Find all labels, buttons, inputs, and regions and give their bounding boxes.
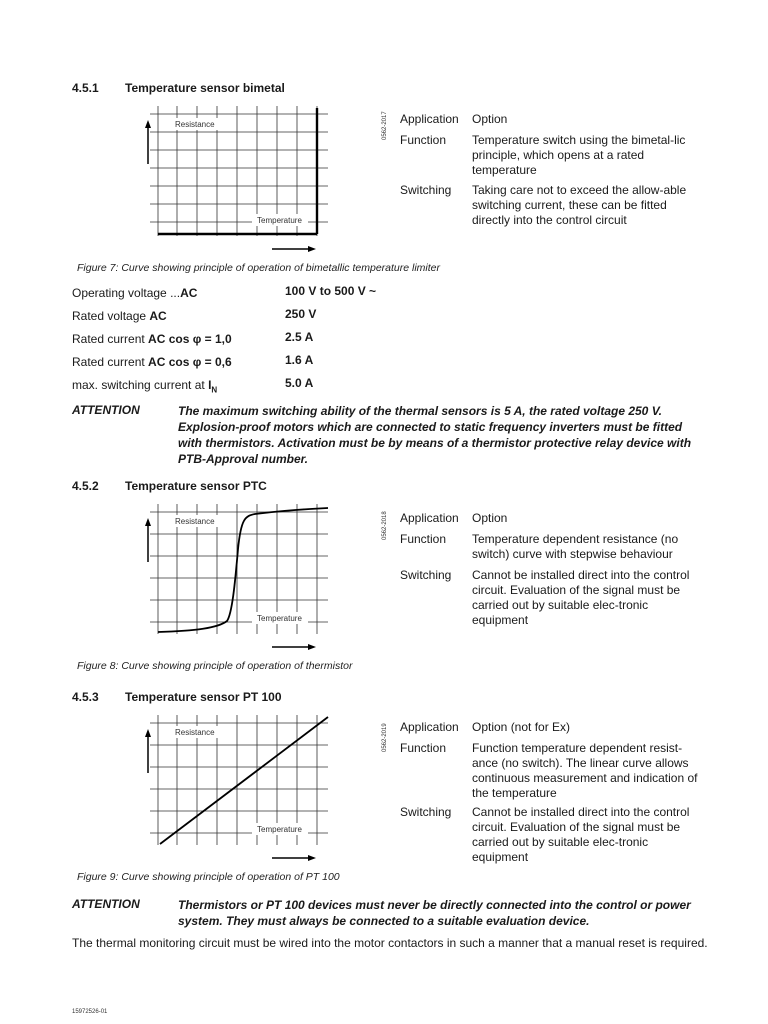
application-value: Option [472, 511, 508, 525]
attention-label: ATTENTION [72, 897, 140, 911]
application-label: Application [400, 511, 459, 525]
section-title-pt100: Temperature sensor PT 100 [125, 690, 282, 704]
spec-label: max. switching current at [72, 378, 209, 392]
function-label: Function [400, 532, 447, 546]
function-label: Function [400, 133, 447, 147]
spec-label: Rated current [72, 332, 149, 346]
figure-caption: Figure 9: Curve showing principle of operation of PT 100 [77, 871, 340, 883]
spec-label: Rated voltage [72, 309, 150, 323]
switching-text: Cannot be installed direct into the control circuit. Evaluation of the signal must be carried out by suitable elec-tronic equipment [472, 805, 690, 864]
function-text: Function temperature dependent resist-ance (no switch). The linear curve allows continuous measurement and indication of the temperature [472, 741, 698, 800]
bimetal-curve-chart [140, 106, 340, 256]
figure-caption: Figure 8: Curve showing principle of operation of thermistor [77, 660, 353, 672]
spec-row [72, 353, 472, 376]
spec-row [72, 307, 472, 330]
figure-id: 0562-2019 [382, 723, 388, 752]
figure-caption: Figure 7: Curve showing principle of operation of bimetallic temperature limiter [77, 262, 440, 274]
spec-label: Rated current [72, 355, 149, 369]
switching-label: Switching [400, 568, 452, 582]
figure-id: 0562-2017 [382, 111, 388, 140]
y-axis-label: Resistance [175, 728, 215, 737]
application-label: Application [400, 112, 459, 126]
spec-label-sub: N [211, 385, 218, 395]
section-number-452: 4.5.2 [72, 479, 99, 493]
spec-value: 1.6 A [285, 353, 314, 367]
application-value: Option (not for Ex) [472, 720, 571, 734]
switching-text: Taking care not to exceed the allow-able switching current, these can be fitted directly into the control circuit [472, 183, 687, 227]
spec-value: 100 V to 500 V ~ [285, 284, 377, 298]
x-axis-label: Temperature [257, 614, 302, 623]
spec-label-bold: AC cos φ = 0,6 [148, 355, 232, 369]
switching-text: Cannot be installed direct into the control circuit. Evaluation of the signal must be carried out by suitable elec-tronic equipment [472, 568, 690, 627]
spec-value: 2.5 A [285, 330, 314, 344]
spec-table [72, 284, 472, 399]
attention-text: Thermistors or PT 100 devices must never be directly connected into the control or power system. They must always be connected to a suitable evaluation device. [178, 898, 691, 928]
footer-code: 15972526-01 [72, 1009, 108, 1015]
spec-row [72, 376, 472, 399]
attention-label: ATTENTION [72, 403, 140, 417]
attention-text: The maximum switching ability of the thermal sensors is 5 A, the rated voltage 250 V. Explosion-proof motors which are connected to static frequency inverters must be fitted with thermistors. Activation must be by means of a thermistor protective relay device with PTB-Approval number. [178, 404, 692, 466]
function-label: Function [400, 741, 447, 755]
spec-row [72, 284, 472, 307]
spec-label-bold: AC [149, 309, 167, 323]
x-axis-label: Temperature [257, 216, 302, 225]
spec-value: 5.0 A [285, 376, 314, 390]
spec-value: 250 V [285, 307, 317, 321]
section-number-451: 4.5.1 [72, 81, 99, 95]
switching-label: Switching [400, 805, 452, 819]
spec-label-bold: I [208, 378, 212, 392]
section-number-453: 4.5.3 [72, 690, 99, 704]
section-title-bimetal: Temperature sensor bimetal [125, 81, 285, 95]
section-title-ptc: Temperature sensor PTC [125, 479, 267, 493]
spec-label-bold: AC cos φ = 1,0 [148, 332, 232, 346]
application-value: Option [472, 112, 508, 126]
spec-label: Operating voltage ... [72, 286, 181, 300]
wiring-note: The thermal monitoring circuit must be wired into the motor contactors in such a manner that a manual reset is required. [72, 936, 708, 950]
ptc-curve-chart [140, 504, 340, 654]
spec-row [72, 330, 472, 353]
pt100-curve-chart [140, 715, 340, 865]
spec-label-bold: AC [180, 286, 198, 300]
figure-id: 0562-2018 [382, 511, 388, 540]
application-label: Application [400, 720, 459, 734]
x-axis-label: Temperature [257, 825, 302, 834]
y-axis-label: Resistance [175, 517, 215, 526]
function-text: Temperature switch using the bimetal-lic principle, which opens at a rated temperature [472, 133, 686, 177]
y-axis-label: Resistance [175, 120, 215, 129]
switching-label: Switching [400, 183, 452, 197]
function-text: Temperature dependent resistance (no switch) curve with stepwise behaviour [472, 532, 679, 561]
